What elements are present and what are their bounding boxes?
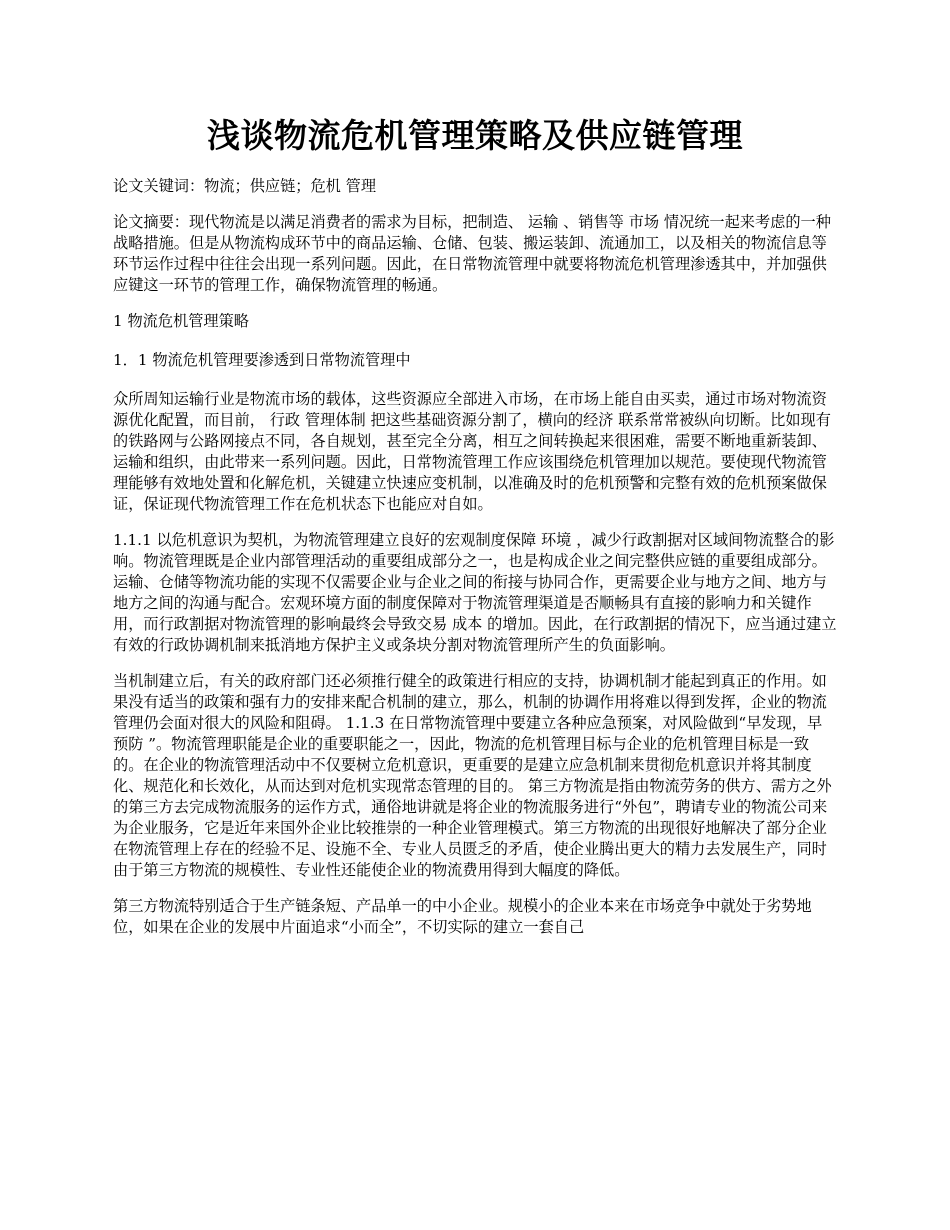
abstract-paragraph: 论文摘要：现代物流是以满足消费者的需求为目标，把制造、 运输 、销售等 市场 情况统一起来考虑的一种战略措施。但是从物流构成环节中的商品运输、仓储、包装、搬运装卸、流通加工，以及相关的物流信息等环节运作过程中往往会出现一系列问题。因此，在日常物流管理中就要将物流危机管理渗透其中，并加强供应键这一环节的管理工作，确保物流管理的畅通。 xyxy=(113,213,831,294)
body-paragraph: 当机制建立后，有关的政府部门还必须推行健全的政策进行相应的支持，协调机制才能起到真正的作用。如果没有适当的政策和强有力的安排来配合机制的建立，那么，机制的协调作用将难以得到发挥，企业的物流管理仍会面对很大的风险和阻碍。 1.1.3 在日常物流管理中要建立各种应急预案，对风险做到“早发现，早 预防 ”。物流管理职能是企业的重要职能之一，因此，物流的危机管理目标与企业的危机管理目标是一致的。在企业的物流管理活动中不仅要树立危机意识，更重要的是建立应急机制来贯彻危机意识并将其制度化、规范化和长效化，从而达到对危机实现常态管理的目的。 第三方物流是指由物流劳务的供方、需方之外的第三方去完成物流服务的运作方式，通俗地讲就是将企业的物流服务进行“外包”，聘请专业的物流公司来为企业服务，它是近年来国外企业比较推崇的一种企业管理模式。第三方物流的出现很好地解决了部分企业在物流管理上存在的经验不足、设施不全、专业人员匮乏的矛盾，使企业腾出更大的精力去发展生产，同时由于第三方物流的规模性、专业性还能使企业的物流费用得到大幅度的降低。 xyxy=(113,672,832,879)
section-heading-1: 1 物流危机管理策略 xyxy=(113,312,249,330)
body-paragraph: 第三方物流特别适合于生产链条短、产品单一的中小企业。规模小的企业本来在市场竞争中就处于劣势地位，如果在企业的发展中片面追求“小而全”，不切实际的建立一套自己 xyxy=(113,897,812,936)
body-paragraph: 1.1.1 以危机意识为契机，为物流管理建立良好的宏观制度保障 环境 ，减少行政割据对区域间物流整合的影响。物流管理既是企业内部管理活动的重要组成部分之一，也是构成企业之间完整供应链的重要组成部分。运输、仓储等物流功能的实现不仅需要企业与企业之间的衔接与协同合作，更需要企业与地方之间、地方与地方之间的沟通与配合。宏观环境方面的制度保障对于物流管理渠道是否顺畅具有直接的影响力和关键作用，而行政割据对物流管理的影响最终会导致交易 成本 的增加。因此，在行政割据的情况下，应当通过建立有效的行政协调机制来抵消地方保护主义或条块分割对物流管理所产生的负面影响。 xyxy=(113,531,837,654)
keywords-line: 论文关键词：物流；供应链；危机 管理 xyxy=(113,177,377,195)
body-paragraph: 众所周知运输行业是物流市场的载体，这些资源应全部进入市场，在市场上能自由买卖，通过市场对物流资源优化配置，而目前， 行政 管理体制 把这些基础资源分割了，横向的经济 联系常常被纵向切断。比如现有的铁路网与公路网接点不同，各自规划，甚至完全分离，相互之间转换起来很困难，需要不断地重新装卸、运输和组织，由此带来一系列问题。因此，日常物流管理工作应该围绕危机管理加以规范。要使现代物流管理能够有效地处置和化解危机，关键建立快速应变机制，以准确及时的危机预警和完整有效的危机预案做保证，保证现代物流管理工作在危机状态下也能应对自如。 xyxy=(113,390,831,513)
document-title: 浅谈物流危机管理策略及供应链管理 xyxy=(207,116,743,155)
section-heading-1-1: 1．1 物流危机管理要渗透到日常物流管理中 xyxy=(113,351,411,369)
